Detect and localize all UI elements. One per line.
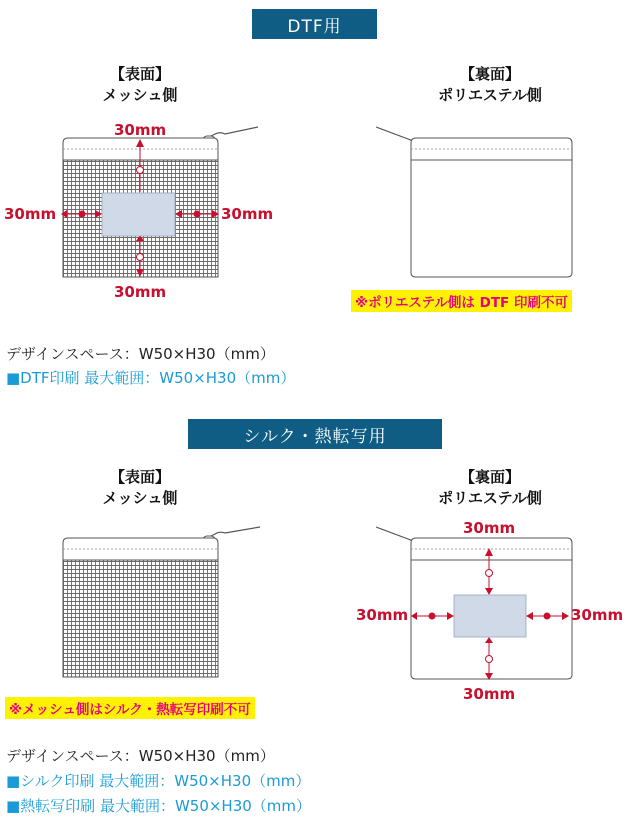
dim-right: 30mm (221, 205, 274, 223)
dtf-back-label (410, 64, 570, 106)
back-side-title: 【裏面】 (459, 468, 520, 486)
front-side-title: 【表面】 (109, 468, 170, 486)
dtf-back-pouch (370, 125, 580, 280)
heat-transfer-max-range: ■熱転写印刷 最大範囲：W50×H30（mm） (6, 797, 312, 815)
print-area (102, 193, 175, 236)
dtf-front-dimensions (55, 135, 235, 280)
dim-left: 30mm (4, 205, 57, 223)
zipper-pull-icon (376, 527, 416, 542)
dim-top: 30mm (114, 121, 167, 139)
back-side-subtitle: ポリエステル側 (438, 86, 542, 104)
zipper-pull-icon (376, 127, 416, 142)
dtf-front-label (80, 64, 200, 106)
back-side-subtitle: ポリエステル側 (438, 489, 542, 507)
dim-right: 30mm (571, 606, 624, 624)
silk-back-label (410, 467, 570, 509)
dim-left: 30mm (356, 606, 409, 624)
silk-front-pouch (55, 525, 265, 685)
dim-top: 30mm (463, 519, 516, 537)
dtf-warning-note: ※ポリエステル側は DTF 印刷不可 (351, 290, 572, 312)
back-side-title: 【裏面】 (459, 65, 520, 83)
dtf-design-space: デザインスペース：W50×H30（mm） (6, 345, 275, 363)
print-area (454, 595, 526, 637)
front-side-subtitle: メッシュ側 (102, 489, 178, 507)
front-side-subtitle: メッシュ側 (102, 86, 178, 104)
silk-section-banner: シルク・熱転写用 (188, 419, 442, 449)
mesh-panel (63, 560, 218, 677)
silk-front-label (80, 467, 200, 509)
dtf-max-range: ■DTF印刷 最大範囲：W50×H30（mm） (6, 369, 296, 387)
silk-design-space: デザインスペース：W50×H30（mm） (6, 747, 275, 765)
dtf-section-banner: DTF用 (252, 9, 377, 39)
silk-warning-note: ※メッシュ側はシルク・熱転写印刷不可 (5, 697, 255, 719)
front-side-title: 【表面】 (109, 65, 170, 83)
dim-bottom: 30mm (114, 283, 167, 301)
dim-bottom: 30mm (463, 685, 516, 703)
silk-max-range: ■シルク印刷 最大範囲：W50×H30（mm） (6, 772, 311, 790)
silk-back-dimensions (411, 545, 581, 685)
